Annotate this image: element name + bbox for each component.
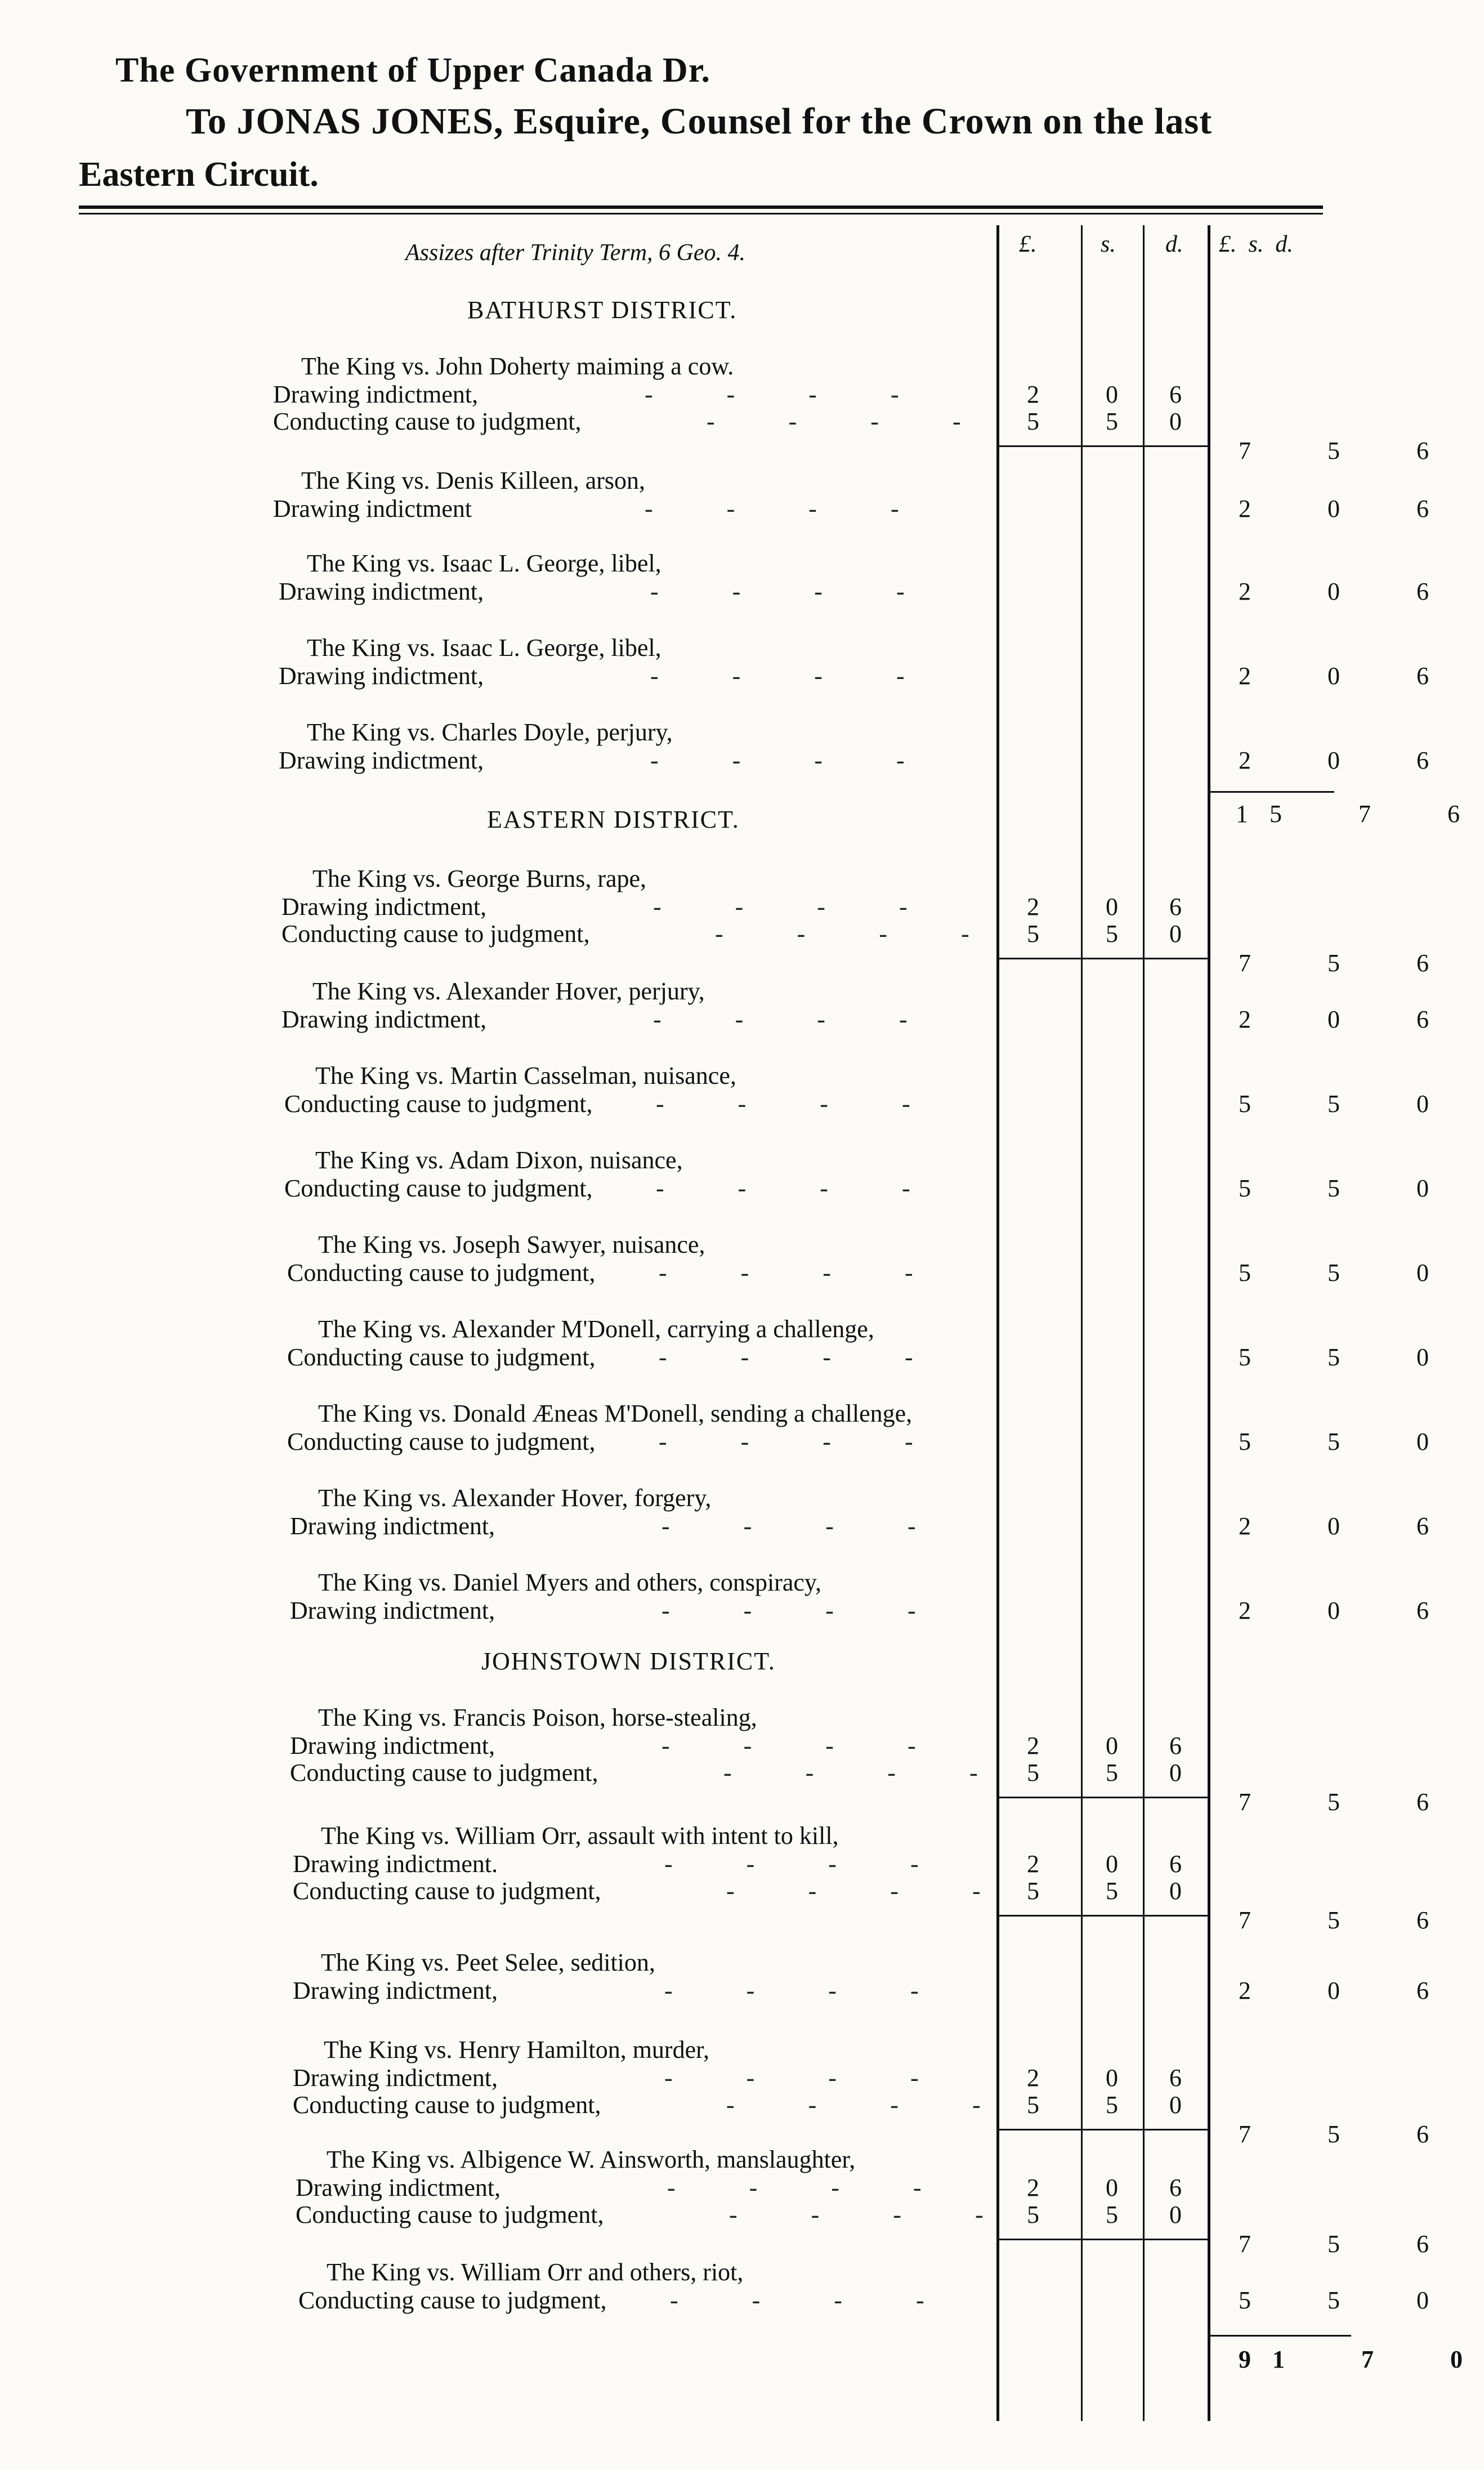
shillings-value: 0 xyxy=(1106,893,1118,921)
leader-dashes: - - - - xyxy=(707,408,995,435)
leader-dashes: - - - - xyxy=(650,747,938,774)
pence-value: 0 xyxy=(1169,2201,1182,2228)
leader-dashes: - - - - xyxy=(715,920,1003,948)
leader-dashes: - - - - xyxy=(659,1343,947,1371)
case-item-line: Drawing indictment, xyxy=(279,578,484,605)
case-title: The King vs. Martin Casselman, nuisance, xyxy=(315,1062,736,1089)
pounds-value: 2 xyxy=(1027,893,1039,921)
pounds-value: 5 xyxy=(1027,920,1039,948)
case-title: The King vs. Alexander M'Donell, carrying a challenge, xyxy=(318,1315,874,1343)
column-rule xyxy=(996,445,1210,447)
shillings-value: 5 xyxy=(1106,408,1118,435)
case-title: The King vs. George Burns, rape, xyxy=(312,865,647,892)
case-title: The King vs. Henry Hamilton, murder, xyxy=(324,2036,709,2063)
case-total: 2 0 6 xyxy=(1239,578,1450,605)
district-heading-bathurst: BATHURST DISTRICT. xyxy=(467,296,737,324)
leader-dashes: - - - - xyxy=(650,662,938,690)
column-rule xyxy=(996,1915,1210,1917)
leader-dashes: - - - - xyxy=(664,2064,953,2092)
leader-dashes: - - - - xyxy=(661,1732,950,1759)
leader-dashes: - - - - xyxy=(670,2286,958,2314)
leader-dashes: - - - - xyxy=(659,1428,947,1455)
case-item-line: Conducting cause to judgment, xyxy=(273,408,582,435)
case-item-line: Conducting cause to judgment, xyxy=(290,1759,598,1786)
case-total: 5 5 0 xyxy=(1239,1343,1450,1371)
case-total: 7 5 6 xyxy=(1239,2230,1450,2258)
case-item-line: Drawing indictment, xyxy=(290,1597,495,1624)
pence-value: 6 xyxy=(1169,2174,1182,2201)
case-title: The King vs. Daniel Myers and others, conspiracy, xyxy=(318,1569,822,1596)
case-title: The King vs. John Doherty maiming a cow. xyxy=(301,352,734,380)
pence-value: 6 xyxy=(1169,1732,1182,1759)
case-total: 2 0 6 xyxy=(1239,747,1450,774)
leader-dashes: - - - - xyxy=(659,1259,947,1287)
header-rule-thin xyxy=(79,213,1323,215)
case-total: 5 5 0 xyxy=(1239,1259,1450,1287)
case-item-line: Drawing indictment, xyxy=(293,2064,498,2092)
case-item-line: Drawing indictment, xyxy=(290,1732,495,1759)
header-rule-thick xyxy=(79,206,1323,209)
subtotal-rule xyxy=(1210,791,1334,793)
shillings-value: 5 xyxy=(1106,2091,1118,2119)
pounds-heading: £. xyxy=(1019,231,1037,257)
pence-value: 6 xyxy=(1169,893,1182,921)
case-item-line: Drawing indictment, xyxy=(296,2174,501,2201)
pence-heading: d. xyxy=(1165,231,1183,257)
case-item-line: Drawing indictment, xyxy=(281,893,487,921)
case-total: 5 5 0 xyxy=(1239,2286,1450,2314)
grand-total: 91 7 0 xyxy=(1239,2346,1484,2373)
case-item-line: Conducting cause to judgment, xyxy=(287,1428,596,1455)
shillings-heading: s. xyxy=(1101,231,1116,257)
case-title: The King vs. Peet Selee, sedition, xyxy=(321,1949,655,1976)
case-total: 2 0 6 xyxy=(1239,1977,1450,2004)
leader-dashes: - - - - xyxy=(667,2174,955,2201)
case-item-line: Conducting cause to judgment, xyxy=(281,920,590,948)
case-title: The King vs. Donald Æneas M'Donell, sending a challenge, xyxy=(318,1400,913,1427)
case-total: 2 0 6 xyxy=(1239,495,1450,522)
bathurst-subtotal: 15 7 6 xyxy=(1236,800,1481,828)
shillings-value: 0 xyxy=(1106,381,1118,408)
case-title: The King vs. Albigence W. Ainsworth, manslaughter, xyxy=(327,2146,856,2173)
shillings-value: 5 xyxy=(1106,1877,1118,1905)
leader-dashes: - - - - xyxy=(645,495,933,522)
bill-heading: The Government of Upper Canada Dr. xyxy=(115,51,711,90)
leader-dashes: - - - - xyxy=(656,1174,944,1202)
case-title: The King vs. Alexander Hover, forgery, xyxy=(318,1484,712,1512)
pence-value: 6 xyxy=(1169,2064,1182,2092)
case-total: 5 5 0 xyxy=(1239,1174,1450,1202)
case-item-line: Drawing indictment, xyxy=(281,1006,487,1033)
case-total: 7 5 6 xyxy=(1239,949,1450,977)
pounds-value: 2 xyxy=(1027,2174,1039,2201)
case-total: 2 0 6 xyxy=(1239,1512,1450,1540)
shillings-value: 5 xyxy=(1106,2201,1118,2228)
district-heading-eastern: EASTERN DISTRICT. xyxy=(487,806,740,833)
case-item-line: Drawing indictment, xyxy=(290,1512,495,1540)
pence-value: 0 xyxy=(1169,1759,1182,1786)
case-item-line: Conducting cause to judgment, xyxy=(293,2091,601,2119)
case-total: 7 5 6 xyxy=(1239,2120,1450,2148)
case-total: 2 0 6 xyxy=(1239,662,1450,690)
pounds-value: 5 xyxy=(1027,1877,1039,1905)
case-title: The King vs. William Orr, assault with intent to kill, xyxy=(321,1822,839,1850)
column-rule xyxy=(996,2239,1210,2240)
total-column-divider xyxy=(1208,225,1210,2421)
case-title: The King vs. Adam Dixon, nuisance, xyxy=(315,1146,683,1174)
pence-value: 0 xyxy=(1169,2091,1182,2119)
case-total: 7 5 6 xyxy=(1239,1906,1450,1934)
case-title: The King vs. Francis Poison, horse-stealing, xyxy=(318,1704,757,1731)
shillings-value: 0 xyxy=(1106,1732,1118,1759)
district-heading-johnstown: JOHNSTOWN DISTRICT. xyxy=(481,1647,776,1675)
case-item-line: Drawing indictment, xyxy=(273,381,479,408)
pounds-value: 5 xyxy=(1027,2201,1039,2228)
pence-value: 0 xyxy=(1169,1877,1182,1905)
case-title: The King vs. Denis Killeen, arson, xyxy=(301,467,645,494)
case-item-line: Conducting cause to judgment, xyxy=(284,1090,593,1118)
case-title: The King vs. Charles Doyle, perjury, xyxy=(307,718,673,746)
pounds-value: 2 xyxy=(1027,1732,1039,1759)
case-item-line: Conducting cause to judgment, xyxy=(293,1877,601,1905)
leader-dashes: - - - - xyxy=(726,2091,1014,2119)
case-item-line: Drawing indictment, xyxy=(279,662,484,690)
leader-dashes: - - - - xyxy=(661,1597,950,1624)
case-total: 7 5 6 xyxy=(1239,437,1450,464)
assize-term: Assizes after Trinity Term, 6 Geo. 4. xyxy=(405,240,745,266)
pence-value: 6 xyxy=(1169,1850,1182,1878)
grand-total-rule xyxy=(1210,2335,1351,2337)
shillings-value: 5 xyxy=(1106,1759,1118,1786)
case-item-line: Drawing indictment. xyxy=(293,1850,498,1878)
case-total: 2 0 6 xyxy=(1239,1006,1450,1033)
shillings-value: 0 xyxy=(1106,2064,1118,2092)
leader-dashes: - - - - xyxy=(645,381,933,408)
column-rule xyxy=(996,1797,1210,1798)
shillings-value: 0 xyxy=(1106,1850,1118,1878)
case-title: The King vs. William Orr and others, riot, xyxy=(327,2258,744,2286)
leader-dashes: - - - - xyxy=(664,1977,953,2004)
column-rule xyxy=(996,2129,1210,2130)
pounds-value: 2 xyxy=(1027,2064,1039,2092)
leader-dashes: - - - - xyxy=(729,2201,1017,2228)
case-total: 2 0 6 xyxy=(1239,1597,1450,1624)
shillings-value: 0 xyxy=(1106,2174,1118,2201)
case-item-line: Drawing indictment, xyxy=(293,1977,498,2004)
pounds-value: 2 xyxy=(1027,1850,1039,1878)
column-rule xyxy=(996,958,1210,959)
case-title: The King vs. Joseph Sawyer, nuisance, xyxy=(318,1231,705,1258)
shillings-value: 5 xyxy=(1106,920,1118,948)
pounds-value: 5 xyxy=(1027,408,1039,435)
case-item-line: Conducting cause to judgment, xyxy=(287,1259,596,1287)
bill-addressee: To JONAS JONES, Esquire, Counsel for the Crown on the last xyxy=(186,101,1213,142)
case-title: The King vs. Isaac L. George, libel, xyxy=(307,550,661,577)
case-item-line: Conducting cause to judgment, xyxy=(284,1174,593,1202)
pence-value: 6 xyxy=(1169,381,1182,408)
pounds-value: 5 xyxy=(1027,2091,1039,2119)
leader-dashes: - - - - xyxy=(653,893,941,921)
leader-dashes: - - - - xyxy=(653,1006,941,1033)
case-title: The King vs. Isaac L. George, libel, xyxy=(307,634,661,662)
leader-dashes: - - - - xyxy=(726,1877,1014,1905)
case-total: 5 5 0 xyxy=(1239,1428,1450,1455)
shillings-column-divider xyxy=(1081,225,1083,2421)
leader-dashes: - - - - xyxy=(661,1512,950,1540)
case-total: 5 5 0 xyxy=(1239,1090,1450,1118)
case-item-line: Drawing indictment, xyxy=(279,747,484,774)
pence-value: 0 xyxy=(1169,920,1182,948)
case-item-line: Drawing indictment xyxy=(273,495,472,522)
pounds-value: 2 xyxy=(1027,381,1039,408)
pence-value: 0 xyxy=(1169,408,1182,435)
case-total: 7 5 6 xyxy=(1239,1788,1450,1816)
leader-dashes: - - - - xyxy=(723,1759,1012,1786)
case-item-line: Conducting cause to judgment, xyxy=(287,1343,596,1371)
pounds-value: 5 xyxy=(1027,1759,1039,1786)
leader-dashes: - - - - xyxy=(656,1090,944,1118)
case-title: The King vs. Alexander Hover, perjury, xyxy=(312,977,705,1005)
case-item-line: Conducting cause to judgment, xyxy=(298,2286,607,2314)
leader-dashes: - - - - xyxy=(664,1850,953,1878)
bill-addressee-continued: Eastern Circuit. xyxy=(79,155,319,194)
case-item-line: Conducting cause to judgment, xyxy=(296,2201,604,2228)
leader-dashes: - - - - xyxy=(650,578,938,605)
total-heading: £. s. d. xyxy=(1219,231,1293,257)
pence-column-divider xyxy=(1143,225,1145,2421)
